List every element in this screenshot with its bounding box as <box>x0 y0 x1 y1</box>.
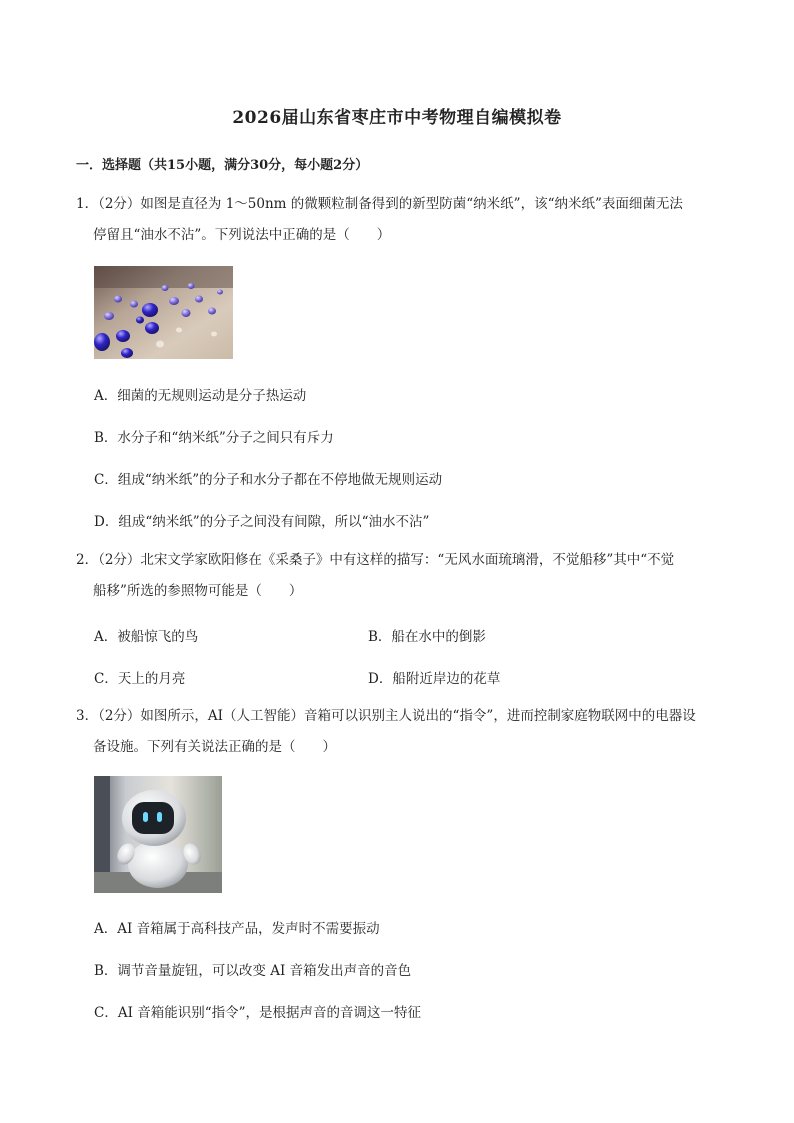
nano-paper-water-droplets-image <box>94 266 233 359</box>
question-2-option-b[interactable]: B．船在水中的倒影 <box>368 629 486 645</box>
question-1-option-c[interactable]: C．组成“纳米纸”的分子和水分子都在不停地做无规则运动 <box>94 472 443 488</box>
section-heading: 一．选择题（共15小题，满分30分，每小题2分） <box>76 158 369 173</box>
question-3-line2: 备设施。下列有关说法正确的是（ ） <box>93 739 336 755</box>
question-3-option-b[interactable]: B．调节音量旋钮，可以改变 AI 音箱发出声音的音色 <box>94 963 412 979</box>
question-2 <box>76 545 726 607</box>
question-3-option-c[interactable]: C．AI 音箱能识别“指令”，是根据声音的音调这一特征 <box>94 1005 422 1021</box>
ai-speaker-robot-image <box>94 776 222 893</box>
question-1-option-d[interactable]: D．组成“纳米纸”的分子之间没有间隙，所以“油水不沾” <box>94 514 430 530</box>
question-3-line1: 3．（2分）如图所示，AI（人工智能）音箱可以识别主人说出的“指令”，进而控制家庭物联网中的电器设 <box>76 708 696 724</box>
question-1-line1: 1．（2分）如图是直径为 1～50nm 的微颗粒制备得到的新型防菌“纳米纸”，该“纳米纸”表面细菌无法 <box>76 196 683 212</box>
question-1-option-a[interactable]: A．细菌的无规则运动是分子热运动 <box>94 388 307 404</box>
question-3 <box>76 701 726 763</box>
question-2-option-d[interactable]: D．船附近岸边的花草 <box>368 671 501 687</box>
question-2-option-c[interactable]: C．天上的月亮 <box>94 671 186 687</box>
question-2-option-a[interactable]: A．被船惊飞的鸟 <box>94 629 199 645</box>
question-2-line1: 2．（2分）北宋文学家欧阳修在《采桑子》中有这样的描写：“无风水面琉璃滑，不觉船移”其中“不觉 <box>76 552 675 568</box>
question-1-line2: 停留且“油水不沾”。下列说法中正确的是（ ） <box>93 227 391 243</box>
question-1-option-b[interactable]: B．水分子和“纳米纸”分子之间只有斥力 <box>94 430 334 446</box>
question-3-option-a[interactable]: A．AI 音箱属于高科技产品，发声时不需要振动 <box>94 921 380 937</box>
question-1 <box>76 189 726 251</box>
exam-title: 2026届山东省枣庄市中考物理自编模拟卷 <box>232 108 562 128</box>
question-2-line2: 船移”所选的参照物可能是（ ） <box>93 583 303 599</box>
